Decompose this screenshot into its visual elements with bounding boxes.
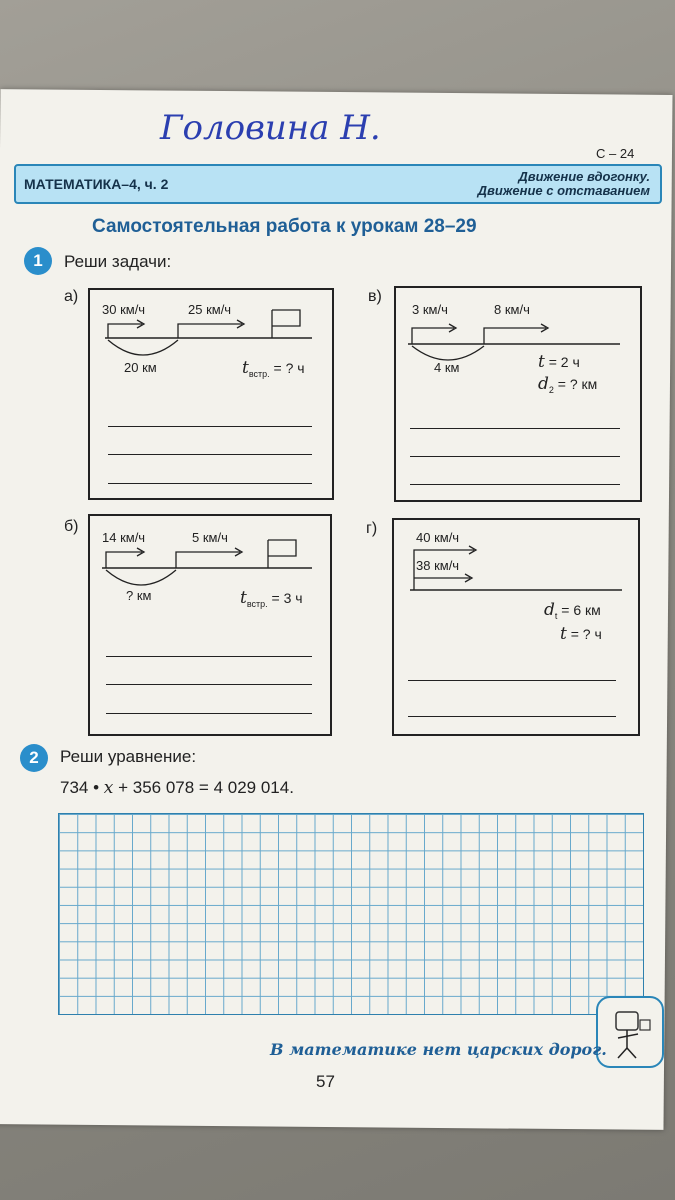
problem-a-box <box>88 288 334 500</box>
problem-a-formula <box>242 358 305 379</box>
answer-line[interactable] <box>106 656 312 657</box>
problem-b-box <box>88 514 332 736</box>
problem-v-dist-var: d <box>538 374 549 394</box>
task2-number-badge: 2 <box>20 744 48 772</box>
problem-v-dist-rest: = ? км <box>557 376 598 392</box>
equation-left: 734 • <box>60 778 100 797</box>
problem-g-speed2: 38 км/ч <box>416 558 460 573</box>
problem-a-formula-rest: = ? ч <box>273 360 305 376</box>
problem-b-speed1: 14 км/ч <box>102 530 146 545</box>
equation-variable: x <box>103 778 114 798</box>
squared-grid[interactable] <box>58 813 644 1015</box>
answer-line[interactable] <box>106 684 312 685</box>
problem-v-formula-distance <box>538 374 597 395</box>
problem-a-speed2: 25 км/ч <box>188 302 232 317</box>
problem-g-formula-distance <box>544 600 601 621</box>
answer-line[interactable] <box>410 484 620 485</box>
header-topic-line1: Движение вдогонку. <box>518 169 650 184</box>
problem-g-dist-rest: = 6 км <box>561 602 601 618</box>
answer-line[interactable] <box>106 713 312 714</box>
problem-g-time-rest: = ? ч <box>570 626 602 642</box>
page-title: Самостоятельная работа к урокам 28–29 <box>92 216 477 237</box>
problem-a-distance: 20 км <box>124 360 157 375</box>
answer-line[interactable] <box>408 716 616 717</box>
answer-line[interactable] <box>108 426 312 427</box>
task1-instruction: Реши задачи: <box>64 252 172 271</box>
problem-b-formula-rest: = 3 ч <box>271 590 303 606</box>
task1-number-badge: 1 <box>24 247 52 275</box>
problem-b-label: б) <box>64 518 79 535</box>
page-number: 57 <box>316 1072 335 1091</box>
handwritten-name: Головина Н. <box>160 108 381 148</box>
header-topic <box>478 170 650 198</box>
problem-b-distance: ? км <box>126 588 152 603</box>
problem-v-formula-time <box>538 352 580 372</box>
answer-line[interactable] <box>108 454 312 455</box>
task2-instruction: Реши уравнение: <box>60 747 197 766</box>
problem-b-formula-var: t <box>240 588 247 608</box>
problem-v-speed2: 8 км/ч <box>494 302 530 317</box>
header-topic-line2: Движение с отставанием <box>477 183 650 198</box>
problem-a-formula-var: t <box>242 358 249 378</box>
problem-a-formula-sub: встр. <box>248 368 270 379</box>
header-bar <box>14 164 662 204</box>
motto: В математике нет царских дорог. <box>270 1040 607 1059</box>
answer-line[interactable] <box>410 428 620 429</box>
problem-b-formula <box>240 588 303 609</box>
problem-g-speed1: 40 км/ч <box>416 530 460 545</box>
problem-v-distance: 4 км <box>434 360 460 375</box>
answer-line[interactable] <box>108 483 312 484</box>
problem-g-dist-sub: t <box>554 610 558 621</box>
robot-mascot-icon <box>598 998 662 1066</box>
problem-g-time-var: t <box>560 624 567 644</box>
problem-v-box <box>394 286 642 502</box>
problem-g-dist-var: d <box>544 600 555 620</box>
problem-v-time-var: t <box>538 352 545 372</box>
problem-g-box <box>392 518 640 736</box>
equation <box>60 778 294 798</box>
equation-right: + 356 078 = 4 029 014. <box>118 778 294 797</box>
problem-g-formula-time <box>560 624 602 644</box>
answer-line[interactable] <box>410 456 620 457</box>
problem-b-speed2: 5 км/ч <box>192 530 228 545</box>
page-code: С – 24 <box>596 146 635 161</box>
problem-a-speed1: 30 км/ч <box>102 302 146 317</box>
answer-line[interactable] <box>408 680 616 681</box>
problem-b-formula-sub: встр. <box>246 598 268 609</box>
problem-v-dist-sub: 2 <box>548 384 554 395</box>
problem-v-time-rest: = 2 ч <box>548 354 580 370</box>
problem-v-label: в) <box>368 288 382 305</box>
problem-g-label: г) <box>366 520 378 537</box>
problem-v-speed1: 3 км/ч <box>412 302 448 317</box>
problem-a-label: а) <box>64 288 79 305</box>
header-subject: МАТЕМАТИКА–4, ч. 2 <box>24 176 169 192</box>
